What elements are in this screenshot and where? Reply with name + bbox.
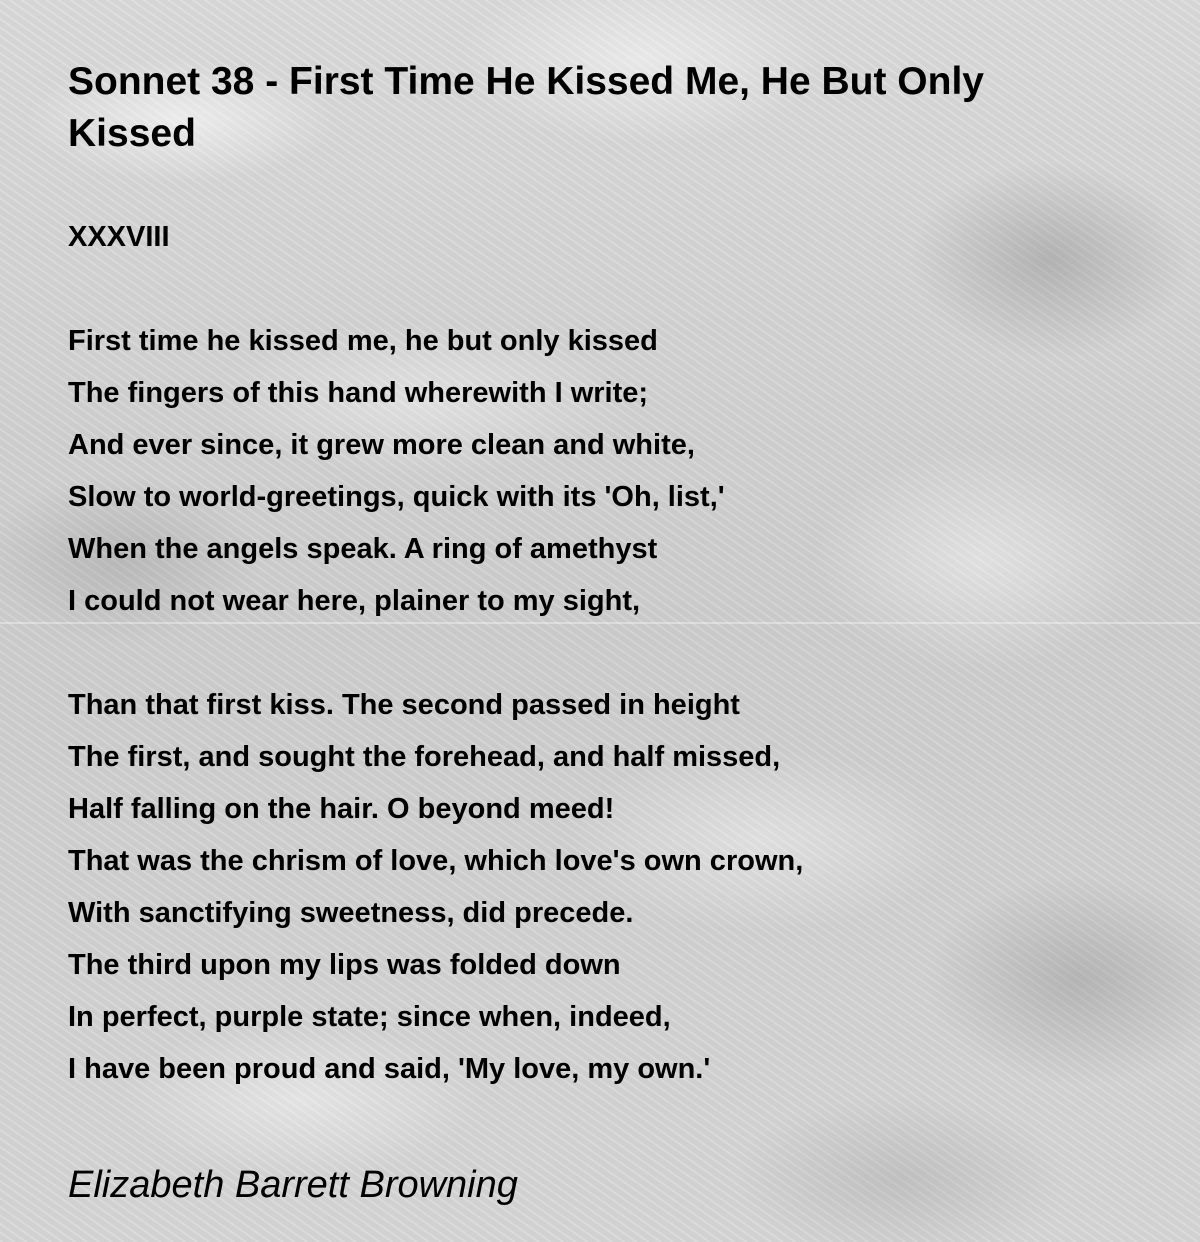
- poem-line: Half falling on the hair. O beyond meed!: [68, 793, 615, 825]
- poem-line: And ever since, it grew more clean and white,: [68, 429, 695, 461]
- poem-title: Sonnet 38 - First Time He Kissed Me, He But Only Kissed: [68, 60, 984, 155]
- poem-card: [68, 56, 1128, 1211]
- poem-line: In perfect, purple state; since when, indeed,: [68, 1001, 671, 1033]
- poem-line: First time he kissed me, he but only kissed: [68, 325, 658, 357]
- poem-line: The third upon my lips was folded down: [68, 949, 621, 981]
- sonnet-numeral: XXXVIII: [68, 221, 170, 253]
- poem-line: The first, and sought the forehead, and half missed,: [68, 741, 781, 773]
- poem-line: I have been proud and said, 'My love, my own.': [68, 1053, 711, 1085]
- poem-line: Than that first kiss. The second passed in height: [68, 689, 740, 721]
- poem-line: With sanctifying sweetness, did precede.: [68, 897, 634, 929]
- stanza-1: [68, 315, 1128, 627]
- poem-author: Elizabeth Barrett Browning: [68, 1164, 518, 1206]
- poem-line: When the angels speak. A ring of amethyst: [68, 533, 658, 565]
- poem-line: The fingers of this hand wherewith I write;: [68, 377, 649, 409]
- poem-line: That was the chrism of love, which love's own crown,: [68, 845, 804, 877]
- poem-line: Slow to world-greetings, quick with its 'Oh, list,': [68, 481, 725, 513]
- stanza-2: [68, 679, 1128, 1095]
- poem-line: I could not wear here, plainer to my sight,: [68, 585, 641, 617]
